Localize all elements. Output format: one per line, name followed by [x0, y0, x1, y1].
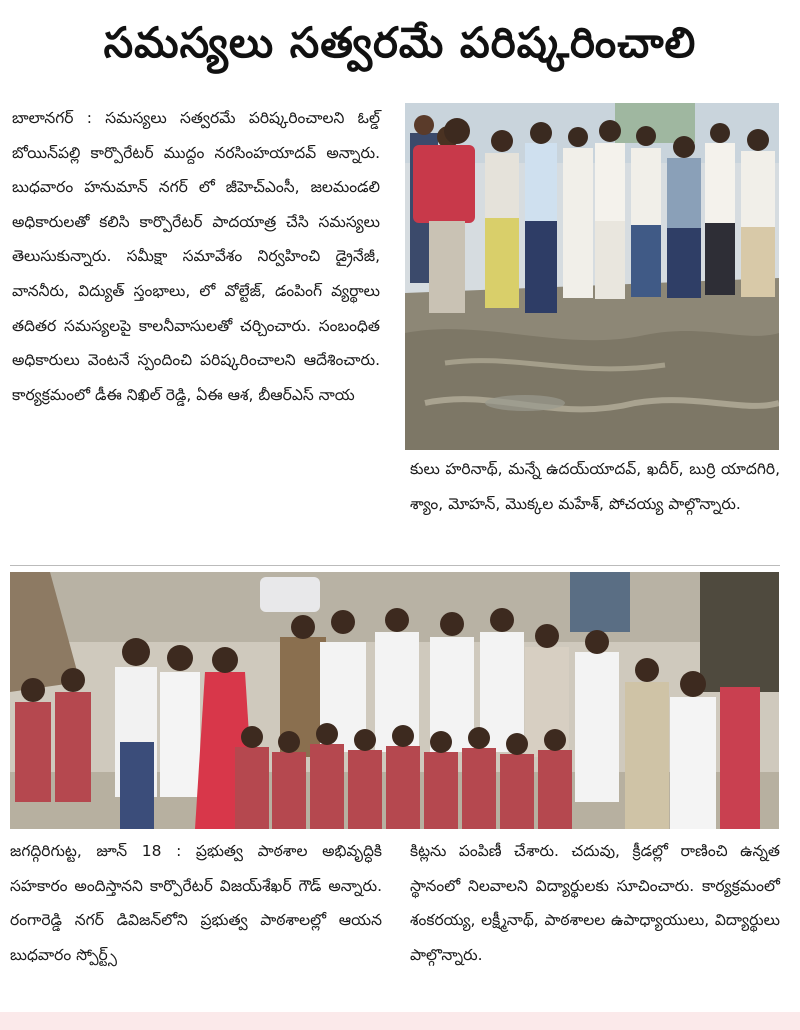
- headline: సమస్యలు సత్వరమే పరిష్కరించాలి: [103, 18, 697, 67]
- story1-column-right: [410, 452, 780, 521]
- story2-text-left: జగద్గిరిగుట్ట, జూన్ 18 : ప్రభుత్వ పాఠశాల అభివృద్ధికి సహకారం అందిస్తానని కార్పొరేటర్ విజయ్‌శేఖర్ గౌడ్ అన్నారు. రంగారెడ్డి నగర్ డివిజన్‌లోని ప్రభుత్వ పాఠశాలల్లో ఆయన బుధవారం స్పోర్ట్స్: [10, 842, 382, 964]
- story1-column-left: [12, 101, 380, 412]
- story2-column-left: [10, 834, 382, 972]
- school-group-photo-illustration: [10, 572, 779, 829]
- story2-photo: [10, 572, 779, 829]
- footer-band: [0, 1012, 800, 1030]
- story2-column-right: [410, 834, 780, 972]
- inspection-photo-illustration: [405, 103, 779, 450]
- story-divider: [10, 565, 780, 566]
- story1-text-left: బాలానగర్ : సమస్యలు సత్వరమే పరిష్కరించాలని ఓల్డ్ బోయిన్‌పల్లి కార్పొరేటర్ ముద్దం నరసింహయాదవ్ అన్నారు. బుధవారం హనుమాన్ నగర్ లో జీహెచ్‌ఎంసీ, జలమండలి అధికారులతో కలిసి కార్పొరేటర్ పాదయాత్ర చేసి సమస్యలు తెలుసుకున్నారు. సమీక్షా సమావేశం నిర్వహించి డ్రైనేజీ, వాననీరు, విద్యుత్ స్తంభాలు, లో వోల్టేజ్, డంపింగ్ వ్యర్థాలు తదితర సమస్యలపై కాలనీవాసులతో చర్చించారు. సంబంధిత అధికారులు వెంటనే స్పందించి పరిష్కరించాలని ఆదేశించారు. కార్యక్రమంలో డీఈ నిఖిల్ రెడ్డి, ఏఈ ఆశ, బీఆర్ఎస్ నాయ: [12, 109, 380, 404]
- story1-photo: [405, 103, 779, 450]
- story2-text-right: కిట్లను పంపిణీ చేశారు. చదువు, క్రీడల్లో రాణించి ఉన్నత స్థానంలో నిలవాలని విద్యార్థులకు సూచించారు. కార్యక్రమంలో శంకరయ్య, లక్ష్మీనాథ్, పాఠశాలల ఉపాధ్యాయులు, విద్యార్థులు పాల్గొన్నారు.: [410, 842, 780, 964]
- story1-text-right: కులు హరినాథ్, మన్నే ఉదయ్‌యాదవ్, ఖదీర్, బుర్రి యాదగిరి, శ్యాం, మోహన్, మొక్కల మహేశ్, పోచయ్య పాల్గొన్నారు.: [410, 460, 780, 513]
